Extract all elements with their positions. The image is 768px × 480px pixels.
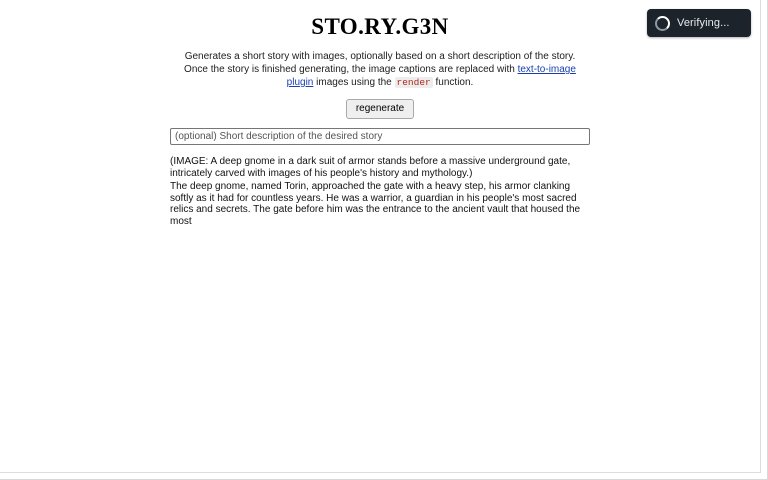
app-description [175, 50, 585, 89]
story-output [170, 156, 590, 227]
render-function-code: render [396, 77, 431, 88]
description-text-part2: images using the [313, 77, 395, 88]
description-text-part3: function. [432, 77, 474, 88]
loading-spinner-icon [655, 16, 670, 31]
main-content [165, 0, 595, 227]
verification-status-badge[interactable] [647, 9, 751, 37]
regenerate-button-row [165, 98, 595, 119]
description-text-part1: Generates a short story with images, optionally based on a short description of the story. Once the story is finished generating, the image captions are replaced with [184, 51, 576, 75]
verification-status-label: Verifying... [677, 16, 730, 29]
story-text: The deep gnome, named Torin, approached the gate with a heavy step, his armor clanking softly as it had for countless years. He was a warrior, a guardian in his people's most sacred relics and secrets. The gate before him was the entrance to the ancient vault that housed the most [170, 181, 581, 227]
regenerate-button[interactable]: regenerate [346, 99, 414, 119]
story-image-caption: (IMAGE: A deep gnome in a dark suit of armor stands before a massive underground gate, intricately carved with images of his people's history and mythology.) [170, 156, 571, 179]
text-to-image-plugin-link[interactable]: text-to-image plugin [286, 64, 576, 88]
page-title: STO.RY.G3N [311, 14, 449, 39]
story-description-input[interactable] [170, 128, 590, 145]
